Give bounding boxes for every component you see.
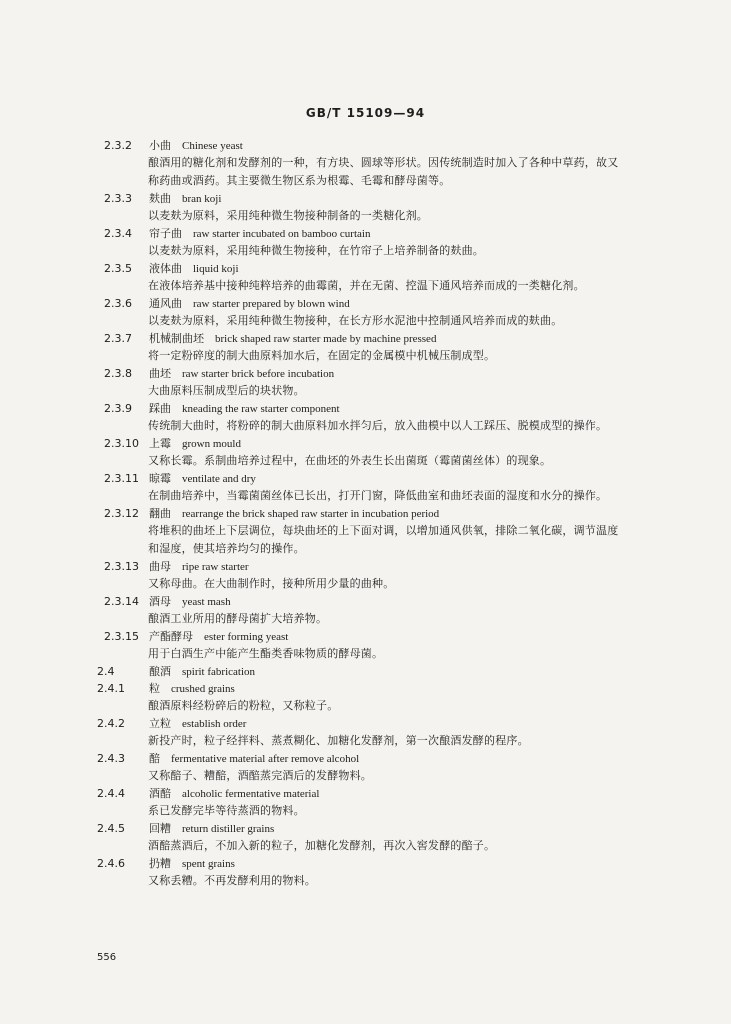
term-line xyxy=(0,593,731,610)
definition-line: 又称母曲。在大曲制作时，接种所用少量的曲种。 xyxy=(148,577,395,590)
term-line xyxy=(0,260,731,277)
term-entry xyxy=(0,750,731,785)
term-chinese xyxy=(149,225,370,243)
definition-line: 酒醅蒸酒后，不加入新的粒子，加糖化发酵剂，再次入窖发酵的醅子。 xyxy=(148,839,496,852)
term-number: 2.4.4 xyxy=(97,787,125,800)
term-english: raw starter prepared by blown wind xyxy=(193,298,350,310)
term-english: fermentative material after remove alcohol xyxy=(171,753,360,765)
term-chinese xyxy=(149,435,241,453)
term-number: 2.3.10 xyxy=(104,437,139,450)
definition-line: 传统制大曲时，将粉碎的制大曲原料加水拌匀后，放入曲模中以人工踩压、脱模成型的操作。 xyxy=(148,419,608,432)
term-chinese-text: 液体曲 xyxy=(149,262,182,275)
term-chinese xyxy=(149,558,249,576)
term-chinese xyxy=(149,820,274,838)
term-english: raw starter incubated on bamboo curtain xyxy=(193,228,371,240)
term-line xyxy=(0,785,731,802)
definition-line: 和湿度，使其培养均匀的操作。 xyxy=(148,542,305,555)
term-chinese xyxy=(149,400,340,418)
term-chinese xyxy=(149,593,231,611)
term-chinese-text: 麸曲 xyxy=(149,192,171,205)
term-number: 2.3.8 xyxy=(104,367,132,380)
term-line xyxy=(0,330,731,347)
term-chinese-text: 产酯酵母 xyxy=(149,630,193,643)
term-chinese-text: 醅 xyxy=(149,752,160,765)
term-number: 2.3.14 xyxy=(104,595,139,608)
term-definition xyxy=(148,575,656,593)
definition-line: 用于白酒生产中能产生酯类香味物质的酵母菌。 xyxy=(148,647,384,660)
term-chinese xyxy=(149,470,256,488)
term-chinese-text: 翻曲 xyxy=(149,507,171,520)
term-chinese xyxy=(149,190,221,208)
definition-line: 又称醅子、糟醅，酒醅蒸完酒后的发酵物料。 xyxy=(148,769,372,782)
term-number: 2.4.1 xyxy=(97,682,125,695)
term-chinese-text: 酒母 xyxy=(149,595,171,608)
term-number: 2.4.5 xyxy=(97,822,125,835)
term-line xyxy=(0,470,731,487)
term-definition xyxy=(148,610,656,628)
term-chinese xyxy=(149,785,319,803)
term-number: 2.4.2 xyxy=(97,717,125,730)
term-english: liquid koji xyxy=(193,263,239,275)
term-chinese-text: 曲坯 xyxy=(149,367,171,380)
term-definition xyxy=(148,872,656,890)
term-chinese-text: 粒 xyxy=(149,682,160,695)
term-entry xyxy=(0,855,731,890)
term-chinese-text: 通风曲 xyxy=(149,297,182,310)
term-number: 2.3.6 xyxy=(104,297,132,310)
term-line xyxy=(0,663,731,680)
term-english: ventilate and dry xyxy=(182,473,256,485)
term-number: 2.4.3 xyxy=(97,752,125,765)
definition-line: 称药曲或酒药。其主要微生物区系为根霉、毛霉和酵母菌等。 xyxy=(148,174,451,187)
term-chinese xyxy=(149,295,350,313)
term-line xyxy=(0,295,731,312)
definition-line: 以麦麸为原料，采用纯种微生物接种，在竹帘子上培养制备的麸曲。 xyxy=(148,244,484,257)
term-line xyxy=(0,505,731,522)
term-chinese-text: 酒醅 xyxy=(149,787,171,800)
term-definition xyxy=(148,242,656,260)
term-english: spirit fabrication xyxy=(182,666,256,678)
term-definition xyxy=(148,645,656,663)
term-chinese-text: 上霉 xyxy=(149,437,171,450)
term-definition xyxy=(148,277,656,295)
term-chinese-text: 机械制曲坯 xyxy=(149,332,204,345)
term-definition xyxy=(148,154,656,190)
term-line xyxy=(0,137,731,154)
term-english: kneading the raw starter component xyxy=(182,403,340,415)
term-line xyxy=(0,365,731,382)
term-number: 2.3.11 xyxy=(104,472,139,485)
term-chinese xyxy=(149,330,436,348)
term-entry xyxy=(0,663,731,680)
term-chinese xyxy=(149,260,239,278)
term-definition xyxy=(148,312,656,330)
term-entry xyxy=(0,435,731,470)
term-number: 2.3.4 xyxy=(104,227,132,240)
term-entry xyxy=(0,558,731,593)
term-chinese xyxy=(149,628,288,646)
term-entry xyxy=(0,785,731,820)
term-english: bran koji xyxy=(182,193,222,205)
page-number: 556 xyxy=(97,952,117,963)
term-line xyxy=(0,750,731,767)
term-english: raw starter brick before incubation xyxy=(182,368,335,380)
term-chinese-text: 回糟 xyxy=(149,822,171,835)
definition-line: 在制曲培养中，当霉菌菌丝体已长出，打开门窗，降低曲室和曲坯表面的湿度和水分的操作。 xyxy=(148,489,608,502)
term-definition xyxy=(148,522,656,558)
term-chinese xyxy=(149,680,235,698)
term-entry xyxy=(0,365,731,400)
definition-line: 在液体培养基中接种纯粹培养的曲霉菌，并在无菌、控温下通风培养而成的一类糖化剂。 xyxy=(148,279,585,292)
term-entry xyxy=(0,137,731,190)
term-line xyxy=(0,680,731,697)
term-english: rearrange the brick shaped raw starter in incubation period xyxy=(182,508,440,520)
term-number: 2.3.7 xyxy=(104,332,132,345)
term-number: 2.3.13 xyxy=(104,560,139,573)
term-english: grown mould xyxy=(182,438,241,450)
term-line xyxy=(0,225,731,242)
term-entry xyxy=(0,400,731,435)
term-definition xyxy=(148,347,656,365)
term-chinese xyxy=(149,505,439,523)
term-definition xyxy=(148,207,656,225)
definition-line: 以麦麸为原料，采用纯种微生物接种制备的一类糖化剂。 xyxy=(148,209,428,222)
term-english: establish order xyxy=(182,718,247,730)
term-entry xyxy=(0,330,731,365)
term-english: return distiller grains xyxy=(182,823,275,835)
term-entry xyxy=(0,715,731,750)
term-english: ripe raw starter xyxy=(182,561,249,573)
term-definition xyxy=(148,417,656,435)
term-definition xyxy=(148,837,656,855)
term-english: crushed grains xyxy=(171,683,235,695)
definition-line: 新投产时，粒子经拌料、蒸煮糊化、加糖化发酵剂，第一次酿酒发酵的程序。 xyxy=(148,734,529,747)
definition-line: 将堆积的曲坯上下层调位，每块曲坯的上下面对调，以增加通风供氧，排除二氧化碳，调节温度 xyxy=(148,524,619,537)
term-chinese xyxy=(149,365,334,383)
term-line xyxy=(0,855,731,872)
term-chinese xyxy=(149,663,255,681)
term-chinese-text: 小曲 xyxy=(149,139,171,152)
term-english: ester forming yeast xyxy=(204,631,289,643)
standard-code-header: GB/T 15109—94 xyxy=(305,106,426,120)
definition-line: 以麦麸为原料，采用纯种微生物接种，在长方形水泥池中控制通风培养而成的麸曲。 xyxy=(148,314,563,327)
term-chinese-text: 曲母 xyxy=(149,560,171,573)
term-chinese-text: 酿酒 xyxy=(149,665,171,678)
term-line xyxy=(0,400,731,417)
term-line xyxy=(0,820,731,837)
term-number: 2.3.3 xyxy=(104,192,132,205)
term-number: 2.3.2 xyxy=(104,139,132,152)
term-number: 2.3.9 xyxy=(104,402,132,415)
term-english: alcoholic fermentative material xyxy=(182,788,320,800)
definition-line: 系已发酵完毕等待蒸酒的物料。 xyxy=(148,804,305,817)
term-definition xyxy=(148,487,656,505)
term-english: spent grains xyxy=(182,858,235,870)
term-line xyxy=(0,715,731,732)
term-english: brick shaped raw starter made by machine pressed xyxy=(215,333,437,345)
term-entry xyxy=(0,820,731,855)
term-number: 2.4 xyxy=(97,665,115,678)
term-entry xyxy=(0,225,731,260)
term-entry xyxy=(0,628,731,663)
definition-line: 酿酒用的糖化剂和发酵剂的一种，有方块、圆球等形状。因传统制造时加入了各种中草药，故又 xyxy=(148,156,619,169)
term-english: Chinese yeast xyxy=(182,140,243,152)
definition-line: 又称长霉。系制曲培养过程中，在曲坯的外表生长出菌斑（霉菌菌丝体）的现象。 xyxy=(148,454,552,467)
definition-line: 将一定粉碎度的制大曲原料加水后，在固定的金属模中机械压制成型。 xyxy=(148,349,496,362)
term-line xyxy=(0,558,731,575)
term-number: 2.3.5 xyxy=(104,262,132,275)
term-chinese-text: 晾霉 xyxy=(149,472,171,485)
term-entry xyxy=(0,190,731,225)
definition-line: 大曲原料压制成型后的块状物。 xyxy=(148,384,305,397)
term-entry xyxy=(0,680,731,715)
term-chinese xyxy=(149,855,235,873)
term-chinese xyxy=(149,137,243,155)
term-definition xyxy=(148,802,656,820)
term-entry xyxy=(0,260,731,295)
term-definition xyxy=(148,452,656,470)
term-entry xyxy=(0,470,731,505)
term-definition xyxy=(148,732,656,750)
term-chinese xyxy=(149,750,359,768)
term-line xyxy=(0,435,731,452)
term-chinese-text: 扔糟 xyxy=(149,857,171,870)
term-chinese xyxy=(149,715,246,733)
term-entry xyxy=(0,593,731,628)
term-definition xyxy=(148,697,656,715)
term-entries xyxy=(0,137,731,890)
term-number: 2.3.12 xyxy=(104,507,139,520)
term-definition xyxy=(148,382,656,400)
definition-line: 酿酒原料经粉碎后的粉粒，又称粒子。 xyxy=(148,699,339,712)
term-number: 2.4.6 xyxy=(97,857,125,870)
term-english: yeast mash xyxy=(182,596,231,608)
term-line xyxy=(0,190,731,207)
term-number: 2.3.15 xyxy=(104,630,139,643)
term-chinese-text: 踩曲 xyxy=(149,402,171,415)
term-entry xyxy=(0,295,731,330)
term-entry xyxy=(0,505,731,558)
term-chinese-text: 帘子曲 xyxy=(149,227,182,240)
definition-line: 又称丢糟。不再发酵利用的物料。 xyxy=(148,874,316,887)
term-definition xyxy=(148,767,656,785)
term-chinese-text: 立粒 xyxy=(149,717,171,730)
term-line xyxy=(0,628,731,645)
definition-line: 酿酒工业所用的酵母菌扩大培养物。 xyxy=(148,612,328,625)
